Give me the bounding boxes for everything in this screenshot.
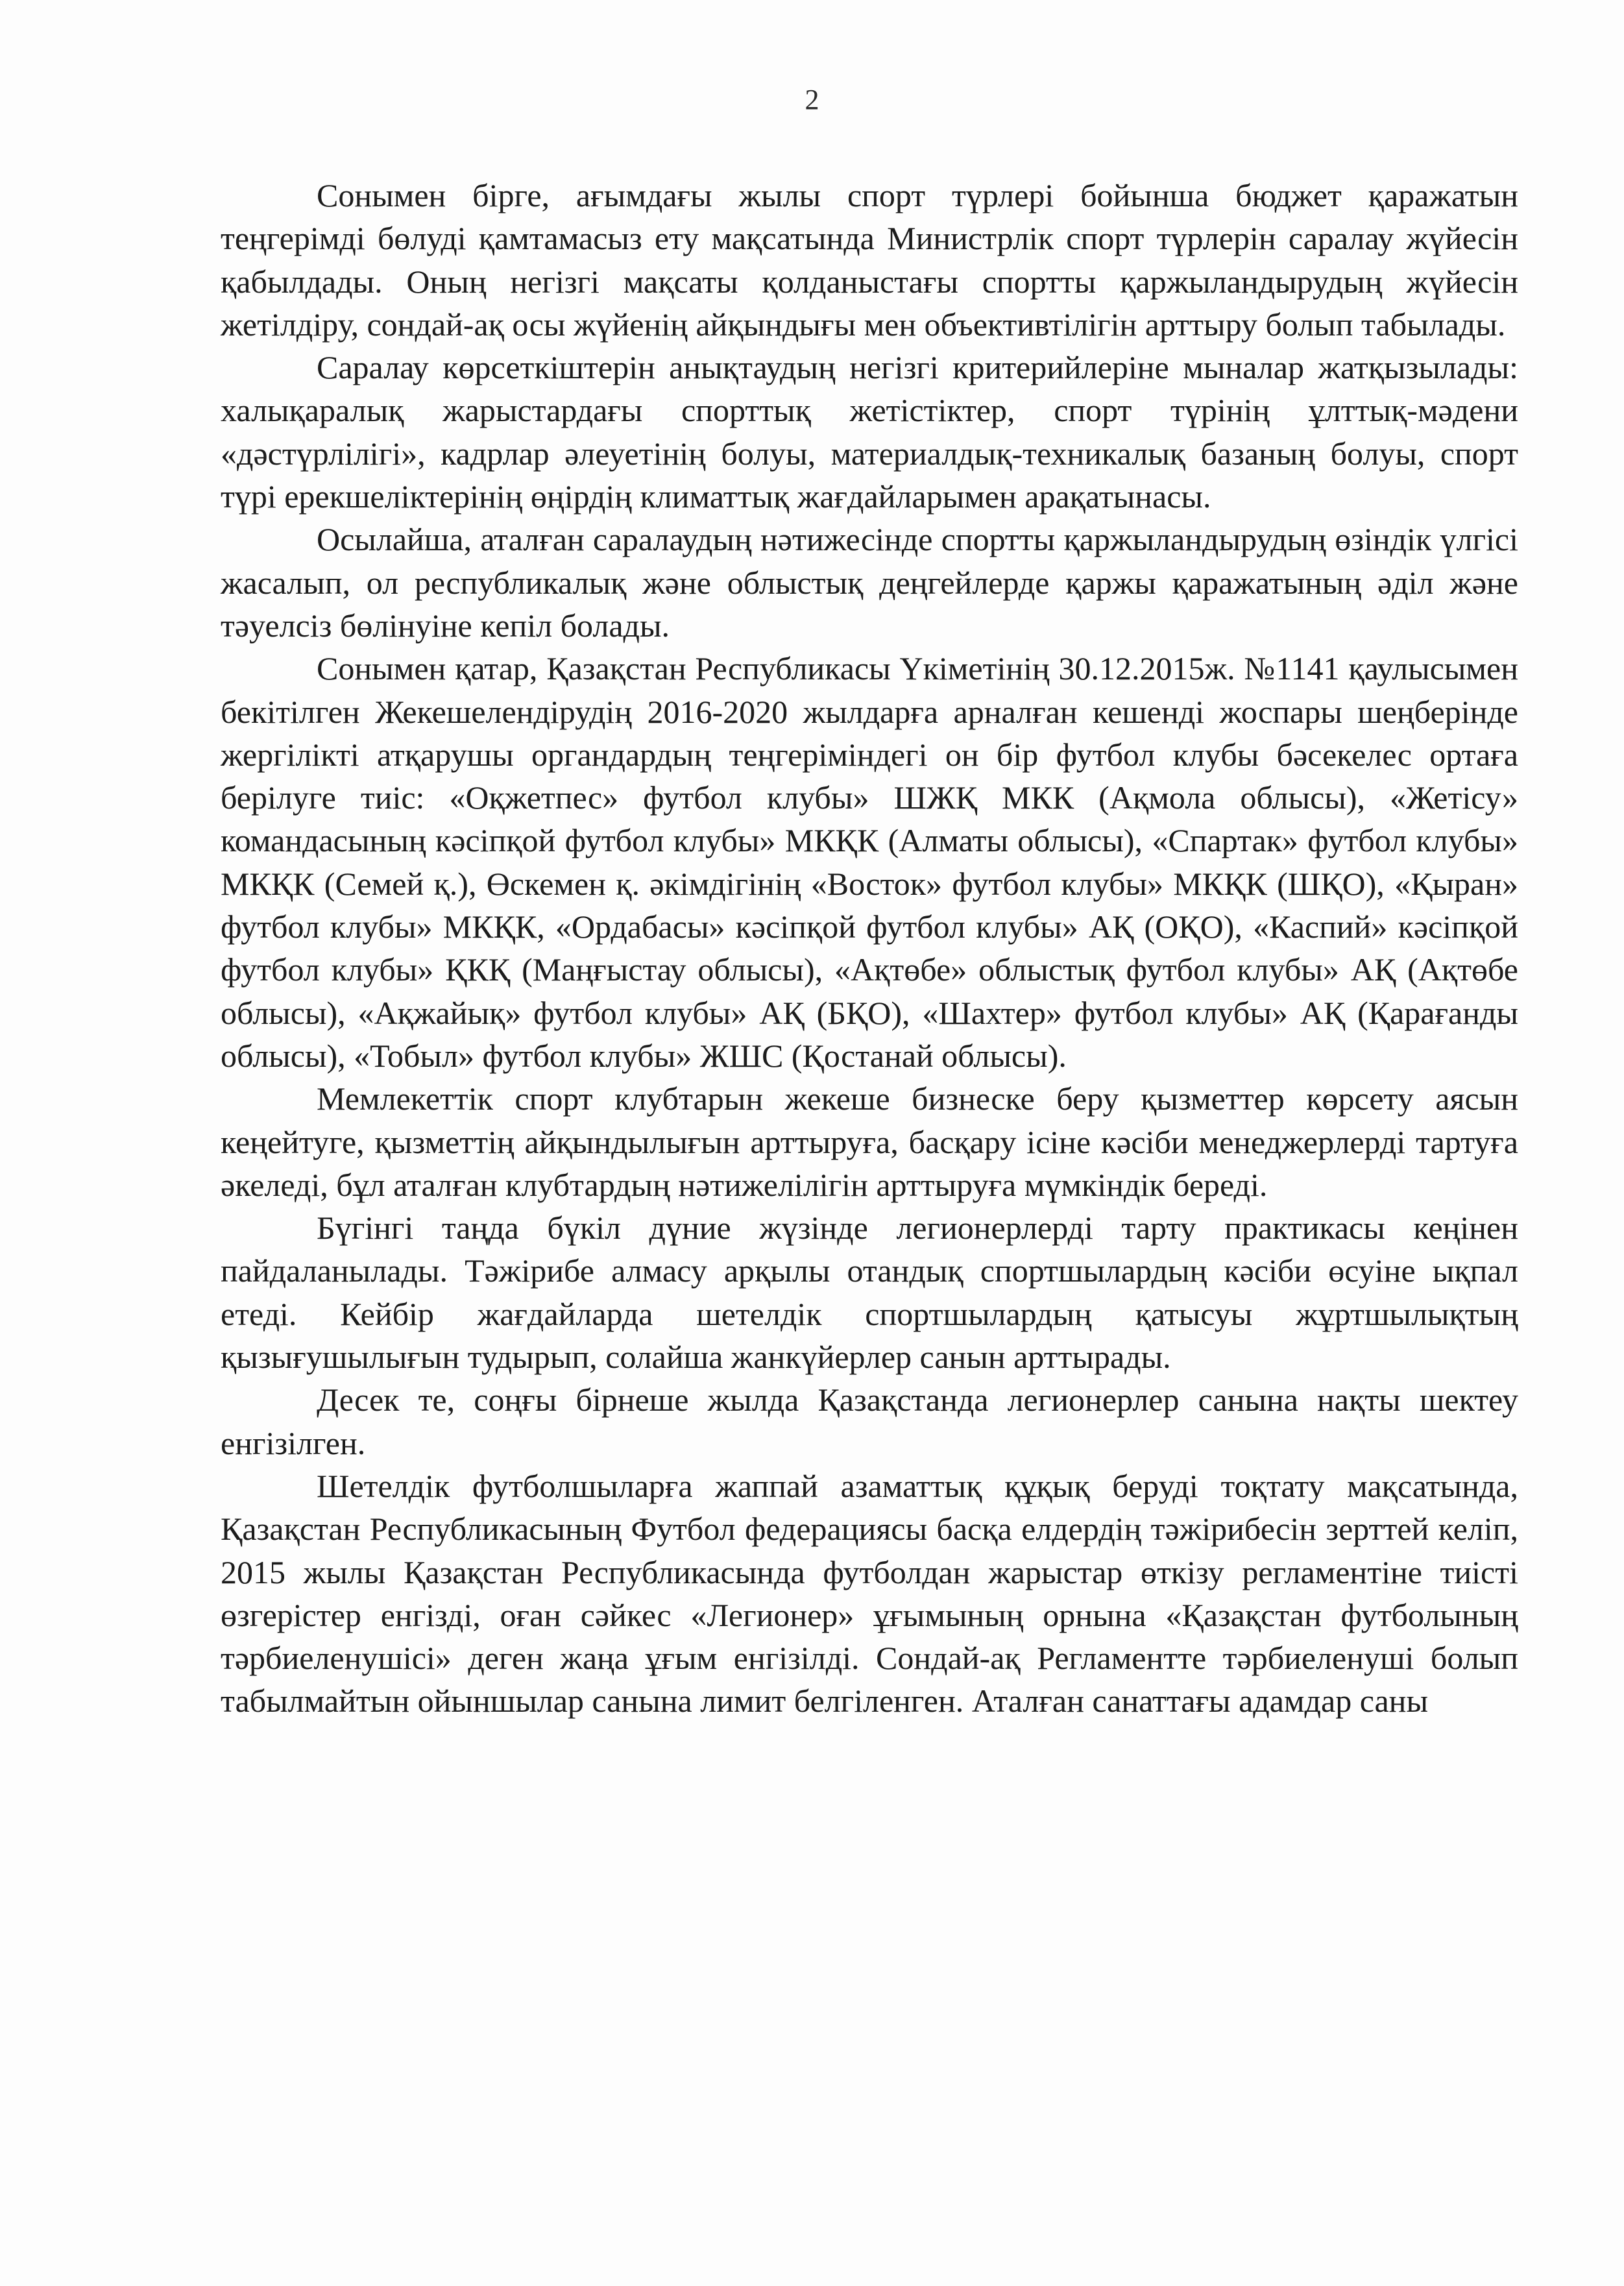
paragraph: Десек те, соңғы бірнеше жылда Қазақстанда легионерлер санына нақты шектеу енгізілген. <box>221 1381 1518 1461</box>
paragraph: Сонымен бірге, ағымдағы жылы спорт түрлері бойынша бюджет қаражатын теңгерімді бөлуді қамтамасыз ету мақсатында Министрлік спорт түрлерін саралау жүйесін қабылдады. Оның негізгі мақсаты қолданыстағы спортты қаржыландырудың жүйесін жетілдіру, сондай-ақ осы жүйенің айқындығы мен объективтілігін арттыру болып табылады. <box>221 177 1518 343</box>
paragraph: Мемлекеттік спорт клубтарын жекеше бизнеске беру қызметтер көрсету аясын кеңейтуге, қызметтің айқындылығын арттыруға, басқару ісіне кәсіби менеджерлерді тартуға әкеледі, бұл аталған клубтардың нәтижелілігін арттыруға мүмкіндік береді. <box>221 1080 1518 1203</box>
page-number: 2 <box>805 84 819 116</box>
document-body <box>221 174 1518 1723</box>
paragraph: Шетелдік футболшыларға жаппай азаматтық құқық беруді тоқтату мақсатында, Қазақстан Республикасының Футбол федерациясы басқа елдердің тәжірибесін зерттей келіп, 2015 жылы Қазақстан Республикасында футболдан жарыстар өткізу регламентіне тиісті өзгерістер енгізді, оған сәйкес «Легионер» ұғымының орнына «Қазақстан футболының тәрбиеленушісі» деген жаңа ұғым енгізілді. Сондай-ақ Регламентте тәрбиеленуші болып табылмайтын ойыншылар санына лимит белгіленген. Аталған санаттағы адамдар саны <box>221 1467 1518 1720</box>
paragraph: Бүгінгі таңда бүкіл дүние жүзінде легионерлерді тарту практикасы кеңінен пайдаланылады. Тәжірибе алмасу арқылы отандық спортшылардың кәсіби өсуіне ықпал етеді. Кейбір жағдайларда шетелдік спортшылардың қатысуы жұртшылықтың қызығушылығын тудырып, солайша жанкүйерлер санын арттырады. <box>221 1210 1518 1376</box>
paragraph: Саралау көрсеткіштерін анықтаудың негізгі критерийлеріне мыналар жатқызылады: халықаралық жарыстардағы спорттық жетістіктер, спорт түрінің ұлттық-мәдени «дәстүрлілігі», кадрлар әлеуетінің болуы, материалдық-техникалық базаның болуы, спорт түрі ерекшеліктерінің өңірдің климаттық жағдайларымен арақатынасы. <box>221 349 1518 515</box>
paragraph: Сонымен қатар, Қазақстан Республикасы Үкіметінің 30.12.2015ж. №1141 қаулысымен бекітілген Жекешелендірудің 2016-2020 жылдарға арналған кешенді жоспары шеңберінде жергілікті атқарушы органдардың теңгеріміндегі он бір футбол клубы бәсекелес ортаға берілуге тиіс: «Оқжетпес» футбол клубы» ШЖҚ МКК (Ақмола облысы), «Жетісу» командасының кәсіпқой футбол клубы» МКҚК (Алматы облысы), «Спартак» футбол клубы» МКҚК (Семей қ.), Өскемен қ. әкімдігінің «Восток» футбол клубы» МКҚК (ШҚО), «Қыран» футбол клубы» МКҚК, «Ордабасы» кәсіпқой футбол клубы» АҚ (ОҚО), «Каспий» кәсіпқой футбол клубы» ҚКҚ (Маңғыстау облысы), «Ақтөбе» облыстық футбол клубы» АҚ (Ақтөбе облысы), «Ақжайық» футбол клубы» АҚ (БҚО), «Шахтер» футбол клубы» АҚ (Қарағанды облысы), «Тобыл» футбол клубы» ЖШС (Қостанай облысы). <box>221 650 1518 1074</box>
paragraph: Осылайша, аталған саралаудың нәтижесінде спортты қаржыландырудың өзіндік үлгісі жасалып, ол республикалық және облыстық деңгейлерде қаржы қаражатының әділ және тәуелсіз бөлінуіне кепіл болады. <box>221 521 1518 644</box>
